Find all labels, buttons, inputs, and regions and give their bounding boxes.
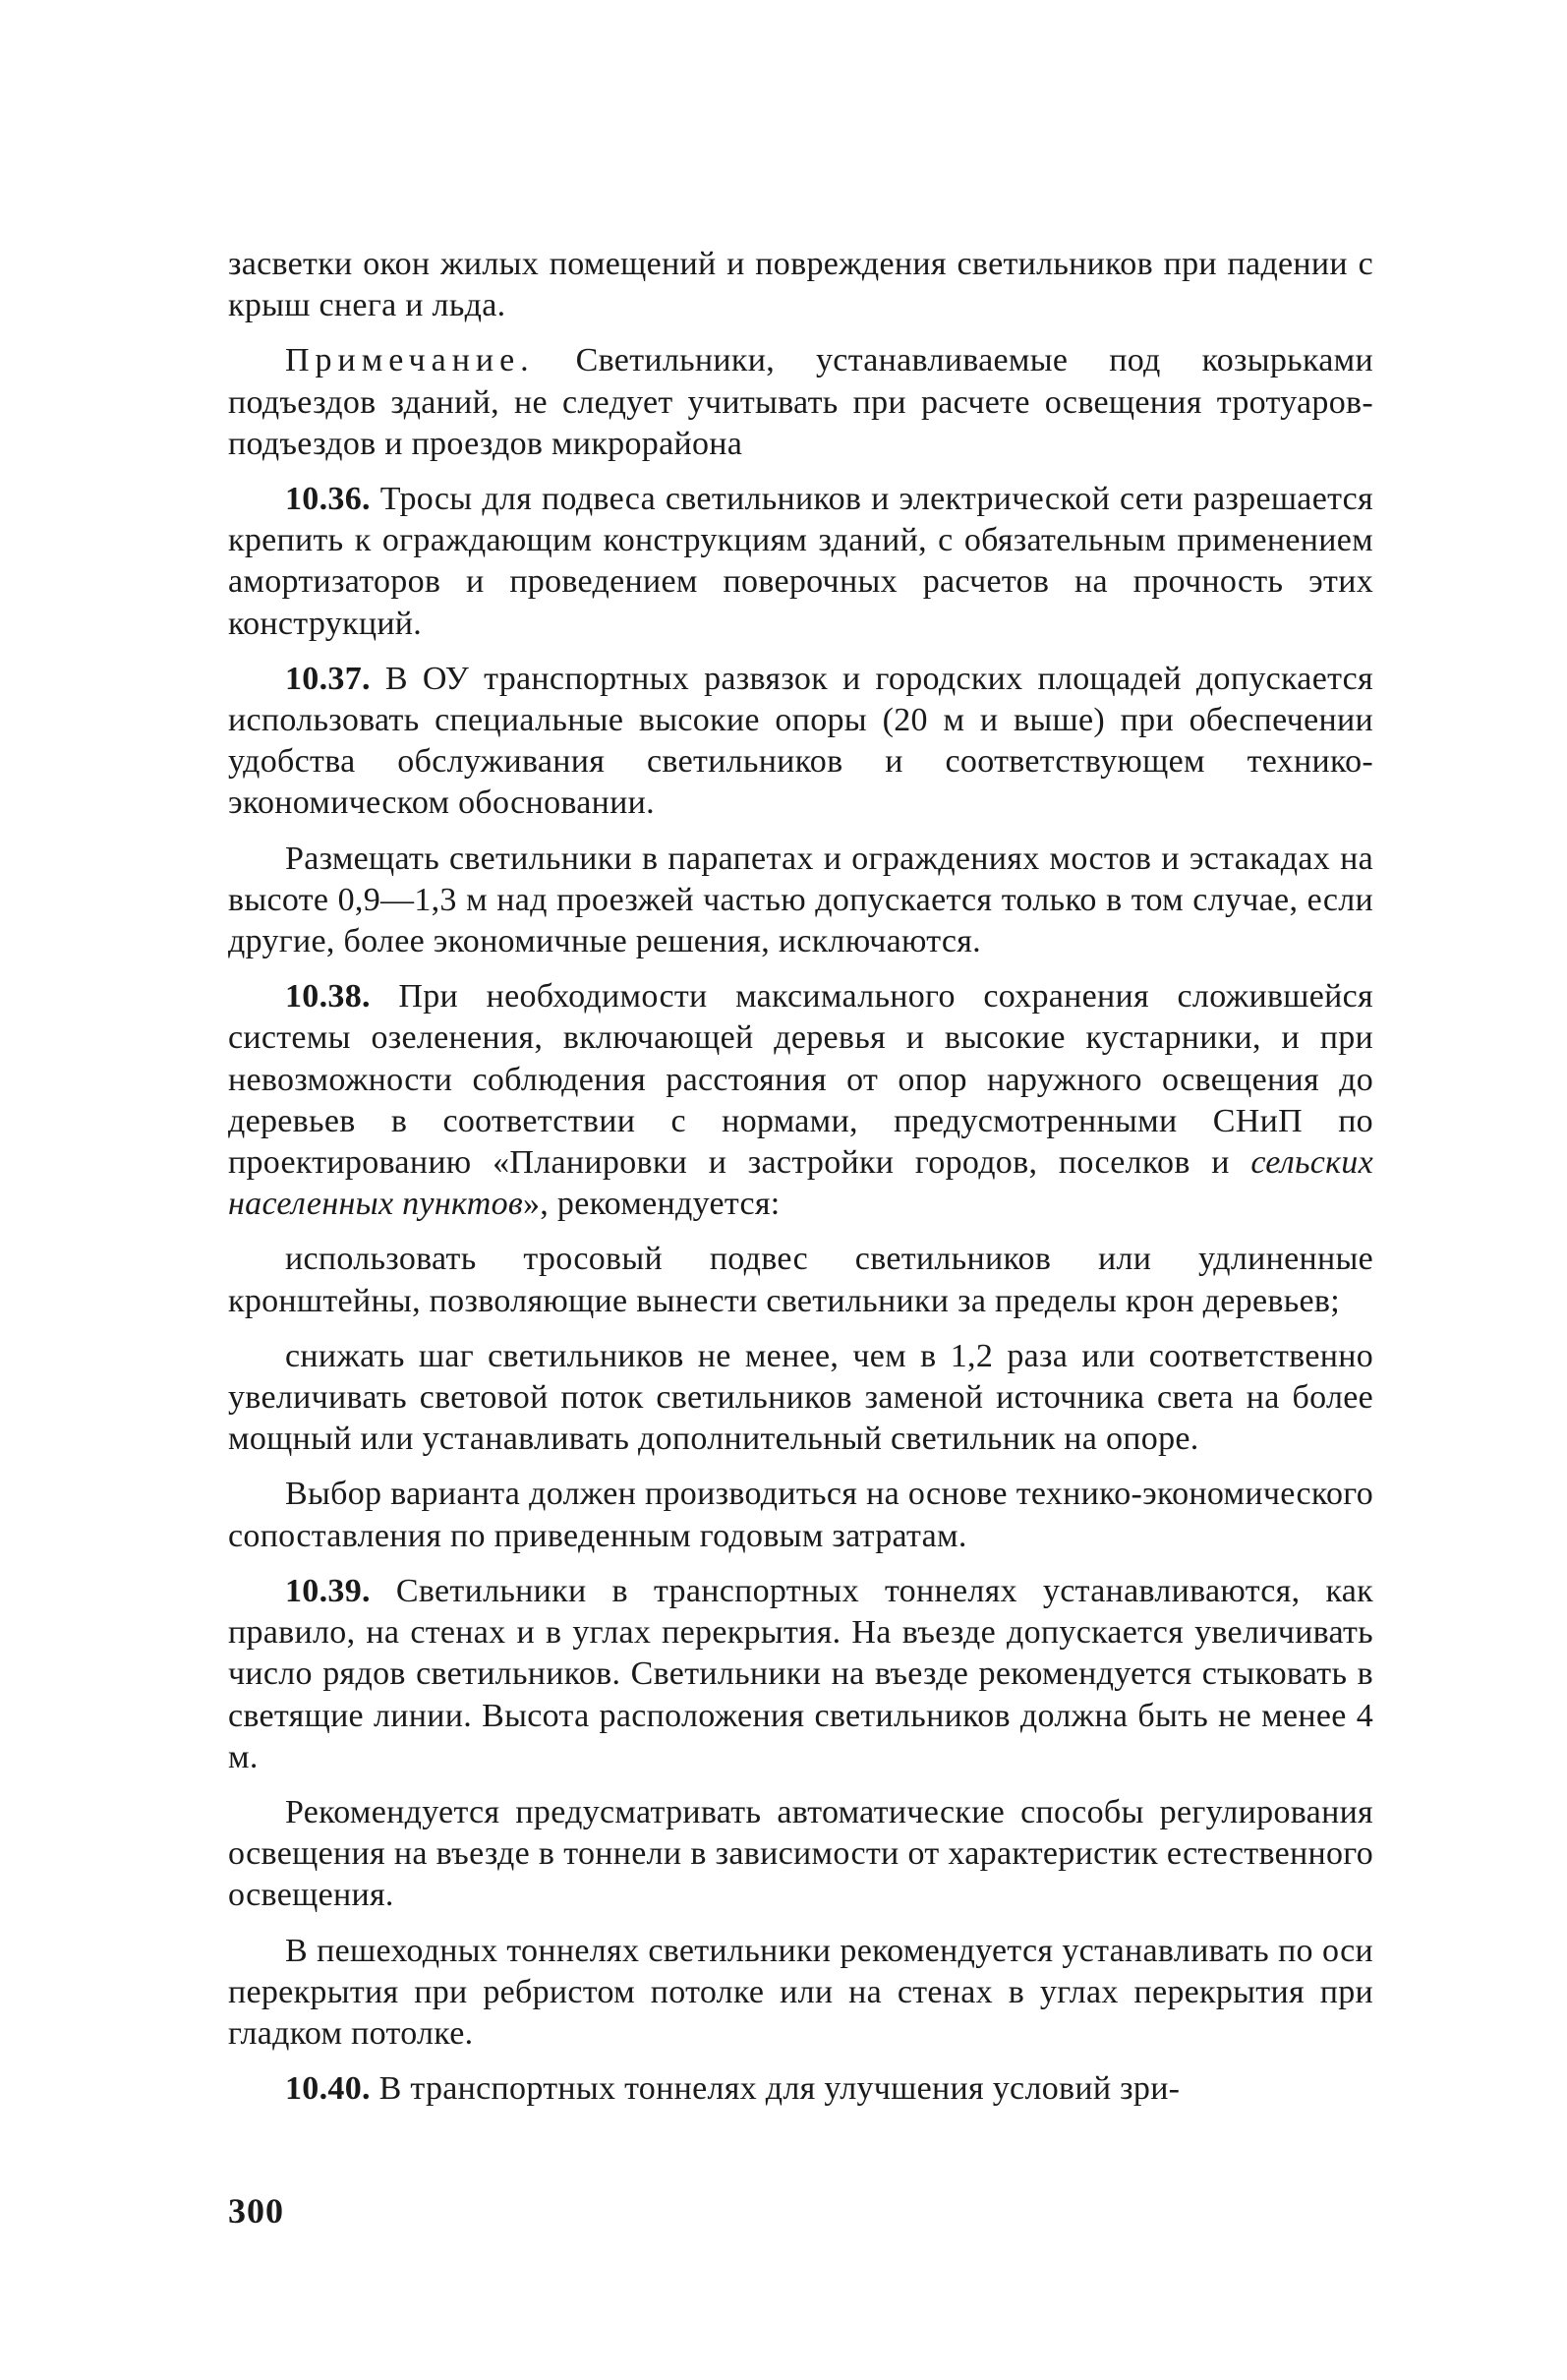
paragraph-continuation [228, 244, 1373, 326]
paragraph-text: Выбор варианта должен производиться на основе технико-экономического сопоставления по приведенным годовым затратам. [228, 1476, 1373, 1554]
section-10-40 [228, 2068, 1373, 2110]
paragraph-automatic-control [228, 1792, 1373, 1917]
paragraph-text: Размещать светильники в парапетах и ограждениях мостов и эстакадах на высоте 0,9—1,3 м над проезжей частью допускается только в том случае, если другие, более экономичные решения, исключаются. [228, 840, 1373, 960]
paragraph-text: », рекомендуется: [523, 1186, 781, 1223]
note-label: Примечание. [285, 342, 535, 379]
paragraph-text: использовать тросовый подвес светильников или удлиненные кронштейны, позволяющие вынести светильники за пределы крон деревьев; [228, 1241, 1373, 1319]
paragraph-choice [228, 1474, 1373, 1556]
paragraph-text: засветки окон жилых помещений и повреждения светильников при падении с крыш снега и льда. [228, 246, 1373, 324]
section-number: 10.37. [285, 660, 371, 697]
paragraph-text: При необходимости максимального сохранения сложившейся системы озеленения, включающей деревья и высокие кустарники, и при невозможности соблюдения расстояния от опор наружного освещения до деревьев в соответствии с нормами, предусмотренными СНиП по проектированию «Планировки и застройки городов, поселков и [228, 978, 1373, 1182]
paragraph-text: снижать шаг светильников не менее, чем в 1,2 раза или соответственно увеличивать световой поток светильников заменой источника света на более мощный или устанавливать дополнительный светильник на опоре. [228, 1337, 1373, 1458]
paragraph-text: В пешеходных тоннелях светильники рекомендуется устанавливать по оси перекрытия при ребристом потолке или на стенах в углах перекрытия при гладком потолке. [228, 1932, 1373, 2052]
paragraph-text: Рекомендуется предусматривать автоматические способы регулирования освещения на въезде в тоннели в зависимости от характеристик естественного освещения. [228, 1793, 1373, 1914]
section-number: 10.36. [285, 481, 371, 518]
paragraph-note [228, 340, 1373, 465]
section-number: 10.38. [285, 978, 371, 1016]
section-10-39 [228, 1571, 1373, 1778]
paragraph-bridges [228, 839, 1373, 963]
section-number: 10.40. [285, 2070, 371, 2108]
page-number: 300 [228, 2191, 284, 2231]
paragraph-pedestrian-tunnels [228, 1931, 1373, 2056]
section-10-37 [228, 659, 1373, 825]
paragraph-text: В транспортных тоннелях для улучшения условий зри- [370, 2070, 1181, 2108]
section-10-36 [228, 479, 1373, 645]
document-page [228, 244, 1373, 2123]
section-10-38 [228, 976, 1373, 1225]
paragraph-text: Тросы для подвеса светильников и электрической сети разрешается крепить к ограждающим конструкциям зданий, с обязательным применением амортизаторов и проведением поверочных расчетов на прочность этих конструкций. [228, 481, 1373, 642]
section-number: 10.39. [285, 1572, 371, 1609]
paragraph-text: Светильники, устанавливаемые под козырьками подъездов зданий, не следует учитывать при расчете освещения тротуаров-подъездов и проездов микрорайона [228, 342, 1373, 462]
list-item-cable-suspension [228, 1239, 1373, 1321]
list-item-reduce-spacing [228, 1336, 1373, 1461]
paragraph-text: Светильники в транспортных тоннелях устанавливаются, как правило, на стенах и в углах перекрытия. На въезде допускается увеличивать число рядов светильников. Светильники на въезде рекомендуется стыковать в светящие линии. Высота расположения светильников должна быть не менее 4 м. [228, 1572, 1373, 1775]
paragraph-italic-text: сельских населенных пунктов [228, 1144, 1373, 1223]
paragraph-text: В ОУ транспортных развязок и городских площадей допускается использовать специальные высокие опоры (20 м и выше) при обеспечении удобства обслуживания светильников и соответствующем технико-экономическом обосновании. [228, 660, 1373, 822]
